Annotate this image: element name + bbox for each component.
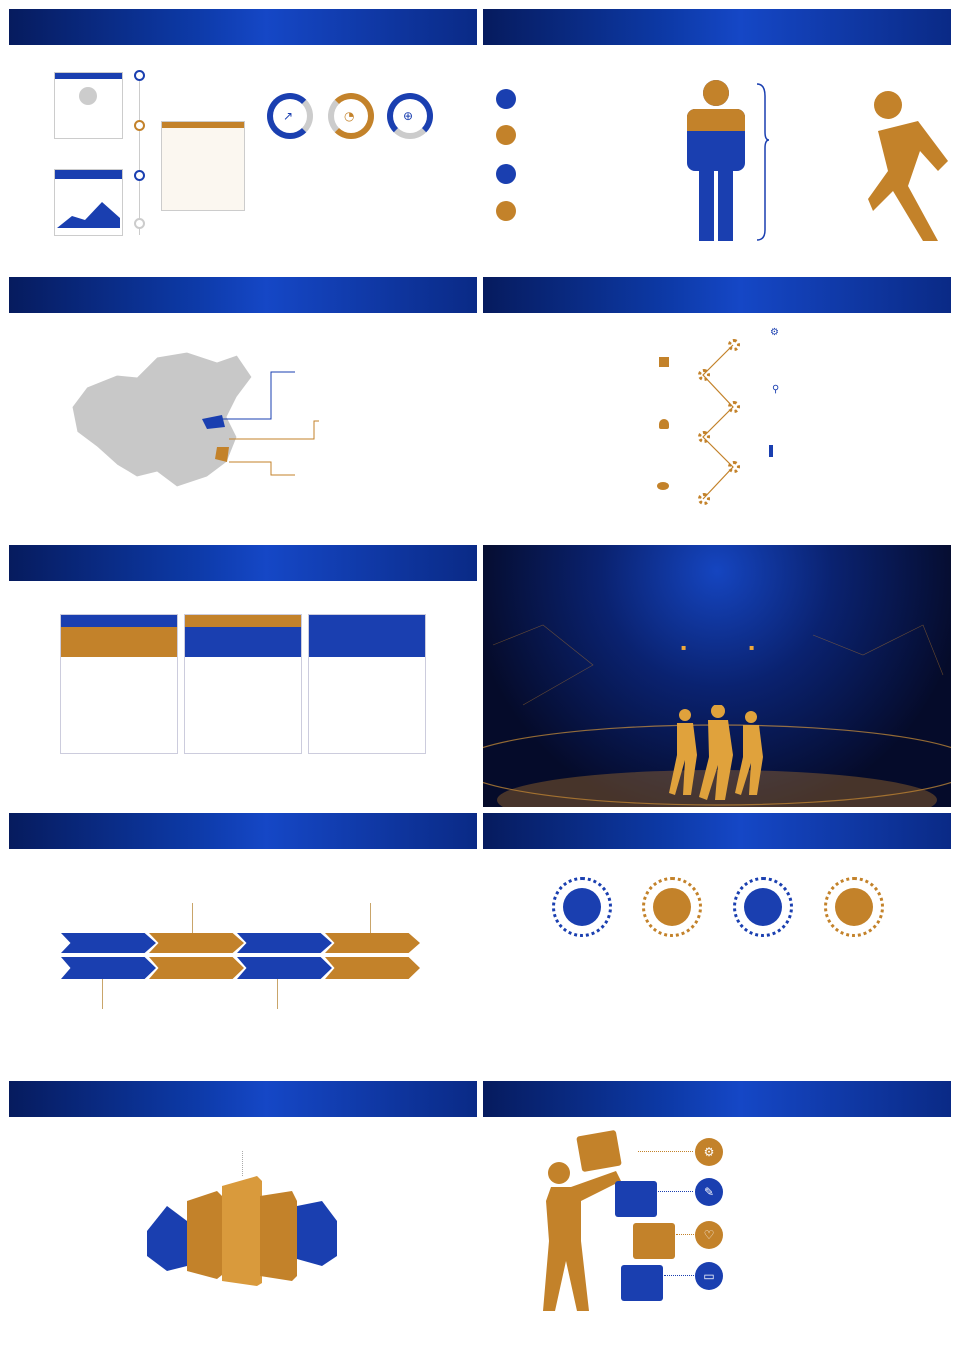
monitor-icon: ▭ — [695, 1262, 723, 1290]
person-figure-icon — [681, 79, 751, 241]
slide-header — [483, 813, 951, 849]
process-arrow-text — [61, 957, 156, 979]
number-block — [615, 1181, 657, 1217]
step-number — [496, 89, 516, 109]
content-card — [184, 614, 302, 754]
slide-header — [9, 545, 477, 581]
slide-9 — [9, 1081, 477, 1343]
number-block — [621, 1265, 663, 1301]
gear-chain — [678, 337, 758, 507]
card-tab — [185, 615, 301, 627]
chart-icon: ↗ — [283, 109, 294, 123]
chat-icon — [657, 482, 669, 490]
gear-icon — [698, 369, 710, 381]
process-arrow-text — [237, 957, 332, 979]
process-arrow-text — [325, 957, 420, 979]
slide-6 — [483, 545, 951, 807]
card-tag — [55, 170, 122, 179]
slide-4 — [483, 277, 951, 539]
slide-header — [483, 1081, 951, 1117]
card-text — [185, 657, 301, 681]
percent-ring — [824, 877, 884, 937]
text-card — [161, 121, 245, 211]
bracket-icon — [755, 82, 769, 242]
slide-10 — [483, 1081, 951, 1343]
globe-icon: ⊕ — [403, 109, 414, 123]
percent-ring — [733, 877, 793, 937]
info-card — [54, 169, 123, 236]
percent-value — [744, 888, 782, 926]
timeline-dot — [134, 70, 145, 81]
subtitle-2: ▪ — [749, 643, 755, 652]
info-card — [54, 72, 123, 139]
step-number — [496, 201, 516, 221]
search-icon: ⚲ — [772, 384, 780, 395]
subtitle-1: ▪ — [681, 643, 687, 652]
timeline-dot — [134, 218, 145, 229]
timeline-dot — [134, 120, 145, 131]
card-title — [185, 627, 301, 657]
gears-icon: ⚙ — [770, 327, 779, 338]
number-block — [576, 1130, 622, 1172]
running-figure-icon — [868, 91, 951, 241]
slide-1 — [9, 9, 477, 271]
globe-icon — [79, 87, 97, 105]
percent-ring — [642, 877, 702, 937]
card-text — [61, 657, 177, 681]
slide-header — [483, 277, 951, 313]
percent-ring — [552, 877, 612, 937]
slide-header — [9, 9, 477, 45]
process-arrow-title — [325, 933, 420, 953]
slide-8 — [483, 813, 951, 1075]
gear-icon — [728, 401, 740, 413]
card-tab — [309, 615, 425, 627]
gear-icon — [728, 461, 740, 473]
card-tab — [61, 615, 177, 627]
phone-icon — [659, 357, 669, 367]
slide-header — [9, 277, 477, 313]
card-text — [309, 657, 425, 681]
person-icon — [769, 445, 773, 457]
step-number — [496, 164, 516, 184]
running-men-icon — [663, 705, 773, 805]
process-arrow-title — [61, 933, 156, 953]
slide-header — [9, 1081, 477, 1117]
3d-bars-icon — [147, 1171, 337, 1286]
heart-icon: ♡ — [695, 1221, 723, 1249]
percent-value — [835, 888, 873, 926]
process-arrow-text — [149, 957, 244, 979]
user-icon — [659, 419, 669, 429]
number-block — [633, 1223, 675, 1259]
gear-icon — [698, 431, 710, 443]
card-title — [309, 627, 425, 657]
process-arrow-title — [149, 933, 244, 953]
callout-lines — [199, 357, 319, 487]
slide-2 — [483, 9, 951, 271]
card-title — [61, 627, 177, 657]
bell-icon: ◔ — [344, 109, 355, 123]
slide-7 — [9, 813, 477, 1075]
process-arrow-title — [237, 933, 332, 953]
gear-icon — [698, 493, 710, 505]
timeline-dot — [134, 170, 145, 181]
percent-value — [653, 888, 691, 926]
slide-5 — [9, 545, 477, 807]
step-number — [496, 125, 516, 145]
pencil-icon: ✎ — [695, 1178, 723, 1206]
content-card — [308, 614, 426, 754]
area-chart-icon — [57, 198, 120, 228]
percent-value — [563, 888, 601, 926]
gear-icon: ⚙ — [695, 1138, 723, 1166]
slide-3 — [9, 277, 477, 539]
gear-icon — [728, 339, 740, 351]
content-card — [60, 614, 178, 754]
slide-header — [9, 813, 477, 849]
slide-header — [483, 9, 951, 45]
